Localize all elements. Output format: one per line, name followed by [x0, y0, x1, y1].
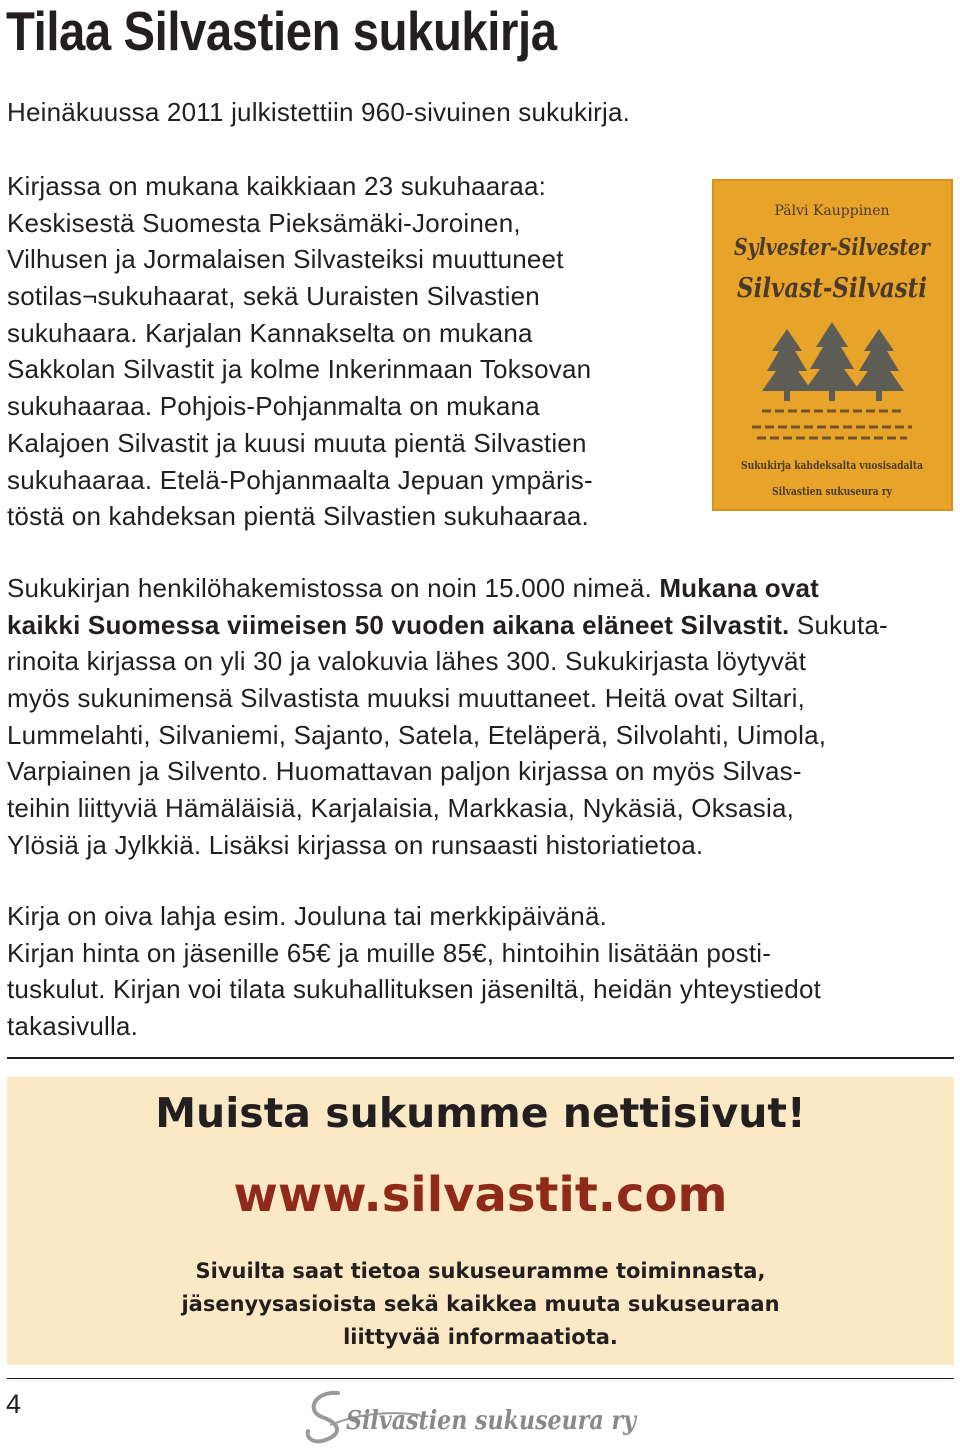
divider	[7, 1057, 954, 1059]
cover-title-line1: Sylvester-Silvester	[734, 234, 932, 261]
page-number: 4	[6, 1389, 22, 1419]
text-line: Varpiainen ja Silvento. Huomattavan paljon kirjassa on myös Silvas-	[7, 756, 802, 787]
cover-author: Pälvi Kauppinen	[774, 203, 890, 219]
text-line: teihin liittyviä Hämäläisiä, Karjalaisia, Markkasia, Nykäsiä, Oksasia,	[7, 793, 795, 824]
text-line: sukuhaaraa. Etelä-Pohjanmaalta Jepuan ympäris-	[7, 464, 593, 495]
website-banner	[7, 1077, 954, 1365]
text-line	[7, 607, 888, 644]
tree-icon	[762, 329, 812, 401]
text-line: töstä on kahdeksan pientä Silvastien sukuhaaraa.	[7, 501, 589, 532]
text-line: tuskulut. Kirjan voi tilata sukuhallituksen jäseniltä, heidän yhteystiedot	[7, 974, 822, 1005]
intro-line: Heinäkuussa 2011 julkistettiin 960-sivuinen sukukirja.	[7, 97, 631, 127]
text-line: Vilhusen ja Jormalaisen Silvasteiksi muuttuneet	[7, 244, 564, 275]
banner-url-link[interactable]: www.silvastit.com	[233, 1167, 728, 1223]
text-line: Keskisestä Suomesta Pieksämäki-Joroinen,	[7, 207, 521, 238]
bold-text: kaikki Suomessa viimeisen 50 vuoden aikana eläneet Silvastit.	[7, 609, 790, 640]
banner-text: jäsenyysasioista sekä kaikkea muuta sukuseuraan	[181, 1292, 780, 1316]
banner-heading: Muista sukumme nettisivut!	[155, 1089, 806, 1137]
text-line: sotilas¬sukuhaarat, sekä Uuraisten Silvastien	[7, 281, 540, 312]
text-line: Kirja on oiva lahja esim. Jouluna tai merkkipäivänä.	[7, 901, 608, 931]
page-title: Tilaa Silvastien sukukirja	[6, 0, 557, 62]
text-line	[7, 570, 888, 607]
tree-icon	[804, 322, 860, 401]
book-cover-art	[712, 179, 953, 511]
index-paragraph	[7, 570, 888, 864]
text-line: rinoita kirjassa on yli 30 ja valokuvia lähes 300. Sukukirjasta löytyvät	[7, 646, 807, 677]
text-line: Ylösiä ja Jylkkiä. Lisäksi kirjassa on runsaasti historiatietoa.	[7, 829, 704, 860]
cover-publisher: Silvastien sukuseura ry	[772, 485, 893, 498]
banner-text: liittyvää informaatiota.	[343, 1325, 618, 1349]
text-line: sukuhaaraa. Pohjois-Pohjanmalta on mukana	[7, 391, 540, 422]
text-line: Kirjan hinta on jäsenille 65€ ja muille 85€, hintoihin lisätään posti-	[7, 937, 772, 968]
price-paragraph	[7, 898, 821, 1045]
text-line: Kirjassa on mukana kaikkiaan 23 sukuhaaraa:	[7, 171, 547, 201]
text-line: Lummelahti, Silvaniemi, Sajanto, Satela, Eteläperä, Silvolahti, Uimola,	[7, 719, 827, 750]
logo-text: Silvastien sukuseura ry	[346, 1406, 638, 1436]
banner-text: Sivuilta saat tietoa sukuseuramme toiminnasta,	[195, 1259, 766, 1283]
footer-divider	[7, 1378, 954, 1379]
logo-flourish-icon	[308, 1393, 338, 1442]
text-line: Sakkolan Silvastit ja kolme Inkerinmaan Toksovan	[7, 354, 592, 385]
text-run: Sukuta-	[789, 609, 888, 640]
text-line: takasivulla.	[7, 1011, 139, 1042]
intro-paragraph	[7, 94, 630, 131]
society-logo	[300, 1385, 650, 1447]
book-cover-image	[712, 179, 953, 511]
cover-title-line2: Silvast-Silvasti	[737, 273, 927, 304]
tree-icon	[854, 329, 904, 401]
cover-small-print	[752, 411, 912, 438]
text-run: Sukukirjan henkilöhakemistossa on noin 15.000 nimeä.	[7, 573, 660, 603]
text-line: Kalajoen Silvastit ja kuusi muuta pientä Silvastien	[7, 427, 587, 458]
bold-text: Mukana ovat	[659, 573, 820, 603]
text-line: myös sukunimensä Silvastista muuksi muuttaneet. Heitä ovat Siltari,	[7, 683, 806, 714]
cover-subtitle: Sukukirja kahdeksalta vuosisadalta	[741, 459, 923, 472]
branches-paragraph	[7, 168, 593, 535]
text-line: sukuhaara. Karjalan Kannakselta on mukana	[7, 317, 533, 348]
